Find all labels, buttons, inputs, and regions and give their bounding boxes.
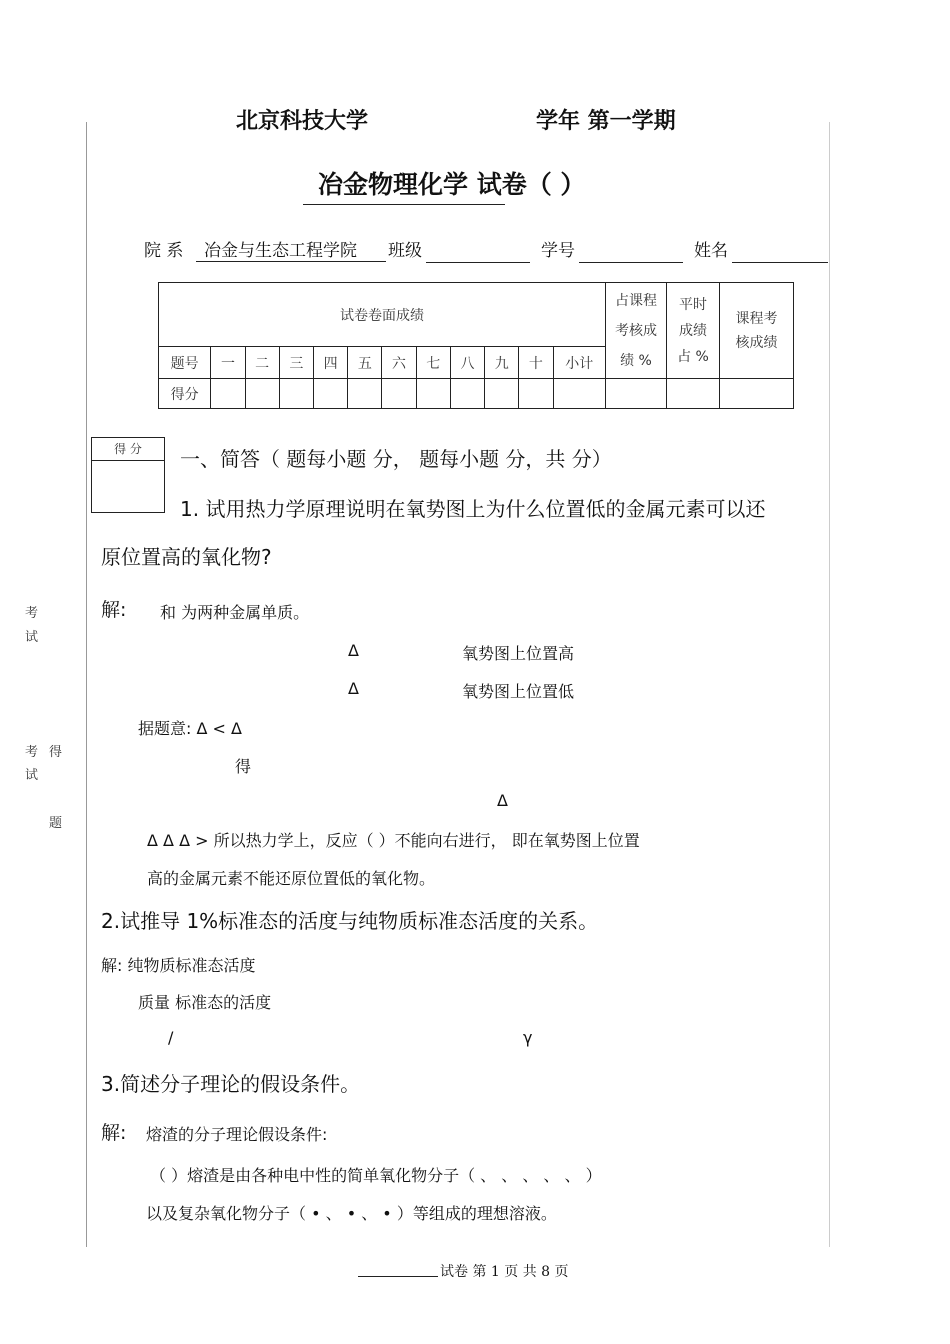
binding-line [86, 122, 87, 1247]
university-name: 北京科技大学 [236, 109, 369, 134]
q1-answer-line2: 氧势图上位置高 [462, 644, 575, 663]
q3-answer-line3: 以及复杂氧化物分子（ • 、 • 、 • ）等组成的理想溶液。 [146, 1204, 557, 1223]
side-text-question: 题 [49, 816, 63, 831]
footer-blank [358, 1264, 438, 1277]
side-text-exam-2a: 考 [25, 745, 39, 760]
q1-answer-line8: 高的金属元素不能还原位置低的氧化物。 [147, 869, 436, 888]
q2-answer-line2: 质量 标准态的活度 [138, 993, 272, 1012]
score-cell[interactable] [485, 379, 519, 409]
question-number-label: 题号 [159, 347, 211, 379]
exam-title: 冶金物理化学 试卷（ ） [318, 170, 586, 199]
q1-delta-2: Δ [348, 679, 359, 698]
class-label: 班级 [388, 241, 422, 261]
score-cell[interactable] [245, 379, 279, 409]
q2-answer-line3: / [168, 1028, 174, 1047]
score-cell[interactable] [348, 379, 382, 409]
score-cell[interactable] [667, 379, 720, 409]
q1-answer-line1: 和 为两种金属单质。 [160, 603, 310, 622]
q-num-4: 四 [314, 347, 348, 379]
q1-answer-line7: Δ Δ Δ > 所以热力学上，反应（ ）不能向右进行， 即在氧势图上位置 [147, 831, 640, 850]
q1-line2: 原位置高的氧化物? [101, 545, 272, 569]
side-text-exam-1b: 试 [25, 630, 39, 645]
q2-answer-gamma: γ [523, 1028, 533, 1047]
q1-answer-line4: 据题意: Δ < Δ [138, 719, 242, 738]
score-cell[interactable] [519, 379, 553, 409]
score-cell[interactable] [606, 379, 667, 409]
q1-answer-line5: 得 [235, 757, 252, 776]
score-cell[interactable] [279, 379, 313, 409]
student-id-label: 学号 [541, 241, 575, 261]
name-label: 姓名 [694, 241, 728, 261]
score-cell[interactable] [416, 379, 450, 409]
section-score-box [91, 437, 165, 513]
score-row-label: 得分 [159, 379, 211, 409]
score-cell[interactable] [720, 379, 794, 409]
student-id-field[interactable] [579, 238, 683, 263]
q3-answer-line1: 熔渣的分子理论假设条件: [146, 1125, 328, 1144]
q1-answer-label: 解: [101, 599, 127, 621]
right-margin-line [829, 122, 830, 1247]
score-cell[interactable] [553, 379, 605, 409]
q1-answer-line3: 氧势图上位置低 [462, 682, 575, 701]
q-num-5: 五 [348, 347, 382, 379]
name-field[interactable] [732, 238, 828, 263]
score-cell[interactable] [450, 379, 484, 409]
score-table [158, 282, 794, 409]
section-score-field[interactable] [92, 461, 164, 512]
q-num-7: 七 [416, 347, 450, 379]
side-text-exam-2b: 试 [25, 768, 39, 783]
q3-answer-label: 解: [101, 1122, 127, 1144]
usual-score-header: 平时 成绩 占 % [667, 283, 720, 379]
q2-line: 2.试推导 1%标准态的活度与纯物质标准态活度的关系。 [101, 909, 599, 933]
q1-delta-1: Δ [348, 641, 359, 660]
q-num-8: 八 [450, 347, 484, 379]
q-num-subtotal: 小计 [553, 347, 605, 379]
footer-page-info: 试卷 第 1 页 共 8 页 [440, 1264, 569, 1280]
course-percent-header: 占课程 考核成 绩 % [606, 283, 667, 379]
section-score-label: 得 分 [92, 438, 164, 461]
course-score-header: 课程考 核成绩 [720, 283, 794, 379]
department-label: 院 系 [144, 241, 184, 261]
class-field[interactable] [426, 238, 530, 263]
q-num-3: 三 [279, 347, 313, 379]
score-cell[interactable] [314, 379, 348, 409]
q1-line1: 1. 试用热力学原理说明在氧势图上为什么位置低的金属元素可以还 [180, 497, 766, 521]
department-field[interactable]: 冶金与生态工程学院 [196, 236, 386, 262]
q-num-2: 二 [245, 347, 279, 379]
academic-term: 学年 第一学期 [536, 109, 676, 134]
score-cell[interactable] [211, 379, 245, 409]
q3-answer-line2: （ ）熔渣是由各种电中性的简单氧化物分子（ 、 、 、 、 、 ） [150, 1166, 602, 1185]
score-cell[interactable] [382, 379, 416, 409]
section-heading: 一、简答（ 题每小题 分， 题每小题 分，共 分） [180, 447, 612, 471]
q2-answer-line1: 解: 纯物质标准态活度 [101, 956, 256, 975]
q-num-10: 十 [519, 347, 553, 379]
paper-score-header: 试卷卷面成绩 [159, 283, 606, 347]
q-num-9: 九 [485, 347, 519, 379]
q-num-1: 一 [211, 347, 245, 379]
q-num-6: 六 [382, 347, 416, 379]
q1-answer-line6: Δ [497, 791, 508, 810]
side-text-get: 得 [49, 745, 63, 760]
side-text-exam-1a: 考 [25, 606, 39, 621]
q3-line: 3.简述分子理论的假设条件。 [101, 1072, 361, 1096]
